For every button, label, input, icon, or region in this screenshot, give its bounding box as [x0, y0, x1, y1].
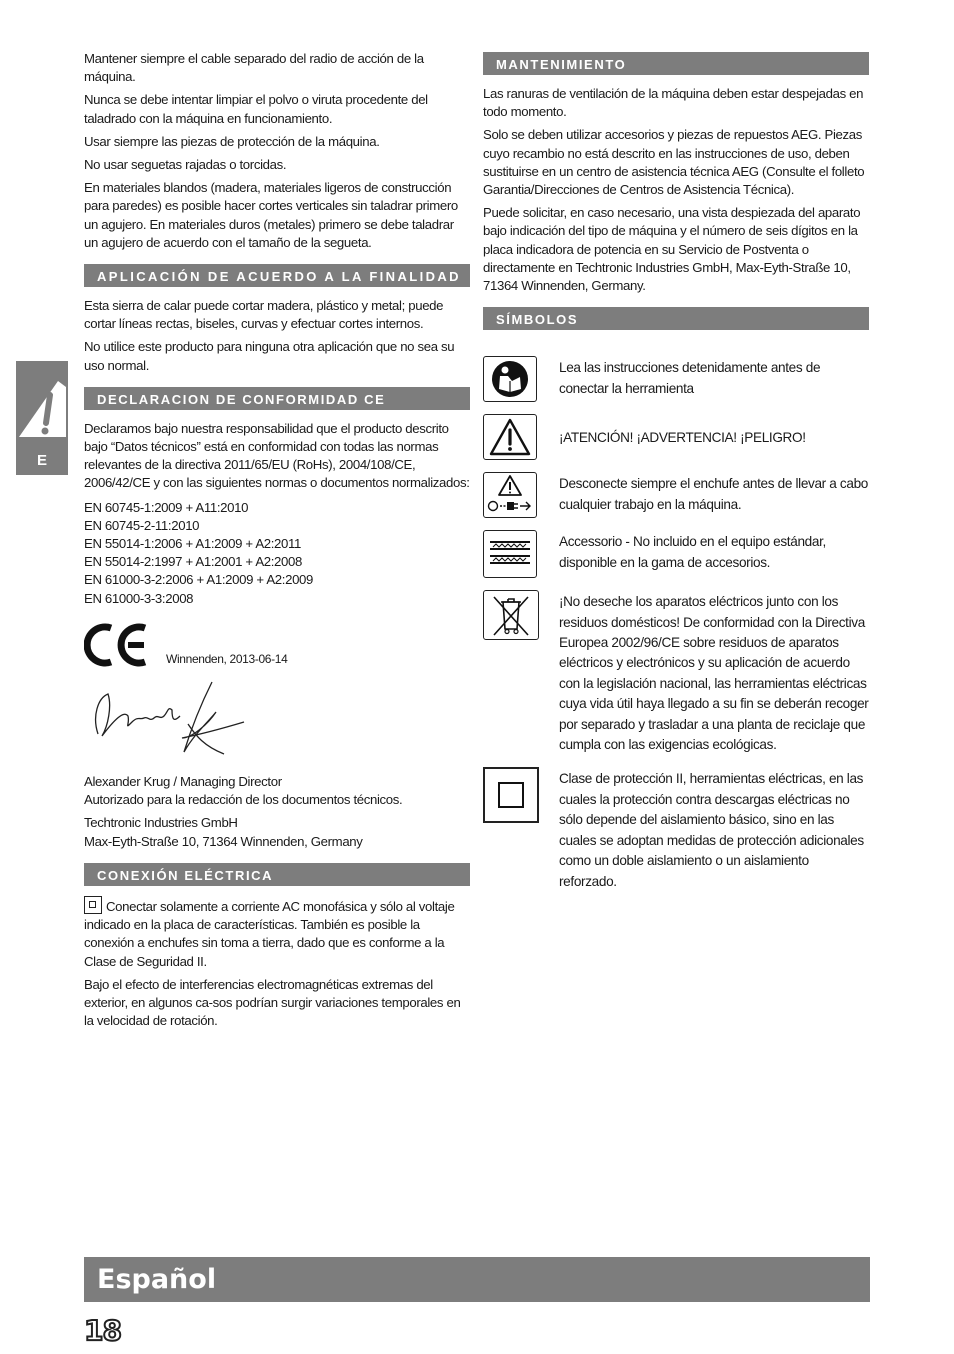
section-header-mantenimiento: MANTENIMIENTO [483, 52, 869, 75]
symbol-description: ¡No deseche los aparatos eléctricos junto con los residuos domésticos! De conformidad con la Directiva Europea 2002/96/CE sobre residuos de aparatos eléctricos y electrónicos y su aplicación de acuerdo con la legislación nacional, las herramientas eléctricas cuya vida útil haya llegado a su fin se deberán recoger por separado y trasladar a una planta de reciclaje que cumpla con las exigencias ecológicas. [559, 594, 869, 753]
aplicacion-paragraph: Esta sierra de calar puede cortar madera, plástico y metal; puede cortar líneas rectas, biseles, curvas y efectuar cortes internos. [84, 298, 444, 332]
section-header-aplicacion: APLICACIÓN DE ACUERDO A LA FINALIDAD [84, 264, 470, 287]
language-side-tab [16, 361, 68, 475]
symbol-description: Clase de protección II, herramientas eléctricas, en las cuales la protección contra descargas eléctricas no sólo depende del aislamiento básico, sino en las cuales se adoptan medidas de protección adicionales como un doble aislamiento o un aislamiento reforzado. [559, 771, 864, 889]
symbol-row [483, 767, 869, 891]
symbol-description: Lea las instrucciones detenidamente antes de conectar la herramienta [559, 360, 821, 396]
symbol-description: ¡ATENCIÓN! ¡ADVERTENCIA! ¡PELIGRO! [559, 430, 806, 446]
place-date: Winnenden, 2013-06-14 [166, 651, 288, 666]
intro-paragraph: En materiales blandos (madera, materiales ligeros de construcción para paredes) es posible hacer cortes verticales sin taladrar primero un agujero. En materiales duros (metales) primero se debe taladrar un agujero de acuerdo con el tamaño de la segueta. [84, 180, 458, 250]
symbol-description: Accessorio - No incluido en el equipo estándar, disponible en la gama de accesorios. [559, 534, 826, 570]
symbol-row [483, 530, 869, 578]
section-header-conexion: CONEXIÓN ELÉCTRICA [84, 863, 470, 886]
aplicacion-paragraph: No utilice este producto para ninguna otra aplicación que no sea su uso normal. [84, 339, 455, 373]
weee-bin-icon [483, 590, 539, 640]
mantenimiento-paragraph: Puede solicitar, en caso necesario, una vista despiezada del aparato bajo indicación del tipo de máquina y el número de seis dígitos en la placa indicadora de potencia en su Servicio de Postventa o directamente en Techtronic Industries GmbH, Max-Eyth-Straße 10, 71364 Winnenden, Germany. [483, 205, 861, 294]
signer-role: Autorizado para la redacción de los documentos técnicos. [84, 792, 403, 808]
norm-item: EN 55014-1:2006 + A1:2009 + A2:2011 [84, 536, 302, 552]
section-header-conformidad: DECLARACION DE CONFORMIDAD CE [84, 387, 470, 410]
conexion-paragraph: Bajo el efecto de interferencias electromagnéticas extremas del exterior, en algunos ca-sos podrían surgir variaciones temporales en la velocidad de rotación. [84, 976, 461, 1029]
left-column [84, 50, 470, 1035]
conexion-text: Conectar solamente a corriente AC monofásica y sólo al voltaje indicado en la placa de características. También es posible la conexión a enchufes sin toma a tierra, dado que es conforme a la Clase de Seguridad II. [84, 898, 455, 969]
intro-paragraph: Nunca se debe intentar limpiar el polvo o viruta procedente del taladrado con la máquina en funcionamiento. [84, 92, 428, 126]
norms-list [84, 499, 470, 608]
symbol-row [483, 414, 869, 460]
symbol-row [483, 356, 869, 402]
language-footer-bar [84, 1257, 870, 1302]
intro-paragraph: Usar siempre las piezas de protección de la máquina. [84, 133, 380, 149]
class-ii-small-icon [84, 896, 102, 914]
ce-mark-row [84, 622, 470, 668]
company-name: Techtronic Industries GmbH [84, 815, 238, 831]
ce-mark-icon [84, 622, 148, 668]
mantenimiento-paragraph: Solo se deben utilizar accesorios y piezas de repuestos AEG. Piezas cuyo recambio no está descrito en las instrucciones de uso, deben sustituirse en un centro de asistencia técnica AEG (Consulte el folleto Garantia/Direcciones de Centros de Asistencia Técnica). [483, 127, 865, 198]
norm-item: EN 60745-2-11:2010 [84, 517, 200, 533]
company-address: Max-Eyth-Straße 10, 71364 Winnenden, Germany [84, 833, 363, 849]
class-ii-icon [483, 767, 539, 823]
page-number: 18 [84, 1314, 121, 1347]
signer-name: Alexander Krug / Managing Director [84, 774, 282, 790]
footer-language: Español [97, 1264, 217, 1295]
intro-paragraph: Mantener siempre el cable separado del radio de acción de la máquina. [84, 51, 424, 85]
symbol-row [483, 472, 869, 518]
mantenimiento-paragraph: Las ranuras de ventilación de la máquina deben estar despejadas en todo momento. [483, 86, 864, 120]
conexion-paragraph [84, 896, 470, 971]
unplug-icon [483, 472, 537, 518]
right-column [483, 40, 869, 904]
norm-item: EN 55014-2:1997 + A1:2001 + A2:2008 [84, 554, 302, 570]
side-tab-label: E [36, 452, 47, 469]
norm-item: EN 61000-3-2:2006 + A1:2009 + A2:2009 [84, 572, 314, 588]
accessory-icon [483, 530, 537, 578]
warning-triangle-icon [483, 414, 537, 460]
norm-item: EN 61000-3-3:2008 [84, 590, 194, 606]
section-header-simbolos: SÍMBOLOS [483, 307, 869, 330]
symbol-row [483, 590, 869, 755]
warning-exclamation-icon [16, 363, 68, 443]
conformidad-paragraph: Declaramos bajo nuestra responsabilidad que el producto descrito bajo “Datos técnicos” está en conformidad con todas las normas relevantes de la directiva 2011/65/EU (RoHs), 2004/108/CE, 2006/42/CE y con las siguientes normas o documentos normalizados: [84, 420, 470, 491]
read-manual-icon [483, 356, 537, 402]
symbol-description: Desconecte siempre el enchufe antes de llevar a cabo cualquier trabajo en la máquina. [559, 476, 868, 512]
norm-item: EN 60745-1:2009 + A11:2010 [84, 499, 249, 515]
signature-image [84, 676, 254, 762]
intro-paragraph: No usar seguetas rajadas o torcidas. [84, 157, 287, 173]
